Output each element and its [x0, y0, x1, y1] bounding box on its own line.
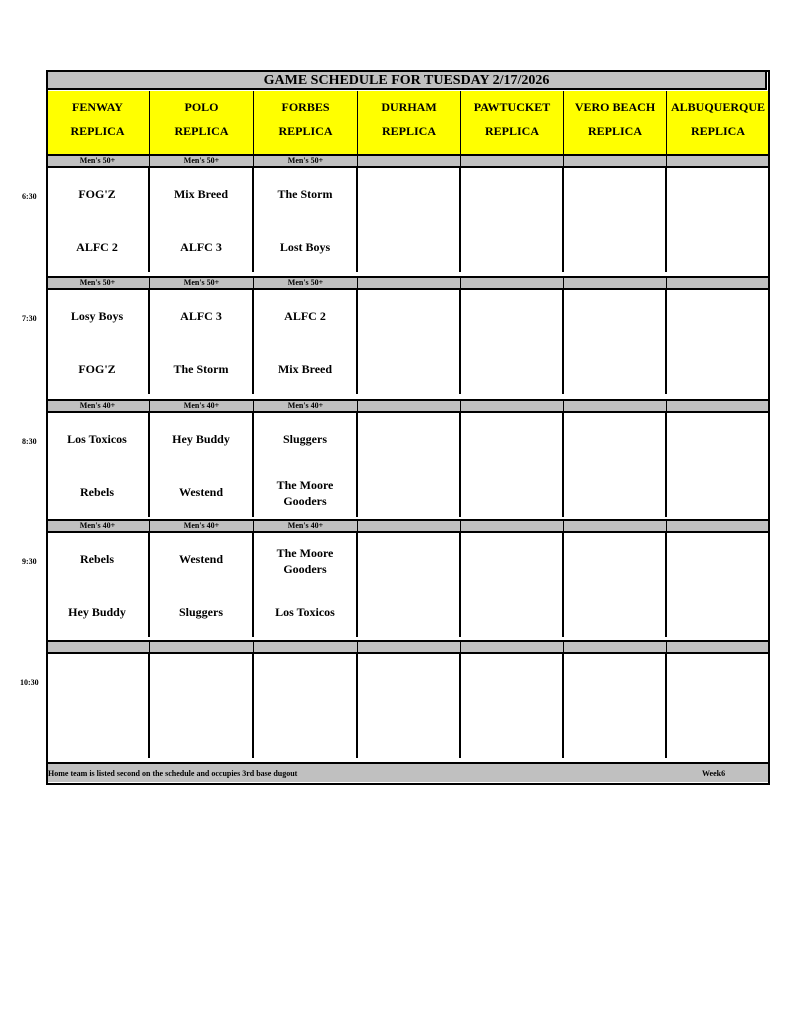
field-name: VERO BEACH — [574, 100, 656, 114]
division-label: Men's 50+ — [150, 156, 254, 166]
game-cell — [461, 533, 564, 637]
division-label — [461, 401, 564, 411]
division-label: Men's 40+ — [150, 521, 254, 531]
division-label — [564, 156, 667, 166]
division-label: Men's 50+ — [254, 156, 358, 166]
division-label: Men's 40+ — [254, 401, 358, 411]
time-slot-row — [46, 290, 770, 394]
game-cell — [667, 290, 770, 394]
field-subtitle: REPLICA — [690, 124, 745, 138]
field-header — [461, 91, 564, 154]
away-team: ALFC 2 — [284, 309, 326, 323]
home-team: ALFC 3 — [180, 240, 222, 254]
field-name: PAWTUCKET — [473, 100, 551, 114]
time-label: 9:30 — [22, 557, 37, 566]
division-label — [564, 278, 667, 288]
game-cell — [254, 290, 358, 394]
away-team: The Storm — [277, 187, 333, 201]
field-subtitle: REPLICA — [70, 124, 125, 138]
division-band — [46, 640, 770, 654]
field-header — [667, 91, 770, 154]
game-cell — [358, 413, 461, 517]
field-subtitle: REPLICA — [484, 124, 539, 138]
home-team: The Moore Gooders — [276, 478, 334, 508]
game-cell — [150, 290, 254, 394]
time-label: 7:30 — [22, 314, 37, 323]
field-header — [150, 91, 254, 154]
division-label — [667, 401, 770, 411]
home-team: Rebels — [80, 485, 114, 499]
time-slot-row — [46, 654, 770, 758]
game-cell — [358, 533, 461, 637]
game-cell — [254, 413, 358, 517]
division-label — [358, 401, 461, 411]
field-subtitle: REPLICA — [381, 124, 436, 138]
field-header — [254, 91, 358, 154]
away-team: ALFC 3 — [180, 309, 222, 323]
footer-note: Home team is listed second on the schedule and occupies 3rd base dugout — [48, 769, 298, 778]
game-cell — [46, 290, 150, 394]
division-label — [564, 401, 667, 411]
game-cell — [564, 533, 667, 637]
home-team: Mix Breed — [277, 362, 333, 376]
game-cell — [358, 654, 461, 758]
game-cell — [667, 168, 770, 272]
division-label — [461, 156, 564, 166]
division-label — [667, 278, 770, 288]
division-label — [150, 642, 254, 652]
home-team: Lost Boys — [279, 240, 331, 254]
game-cell — [461, 168, 564, 272]
division-label — [667, 156, 770, 166]
game-cell — [358, 168, 461, 272]
game-cell — [46, 413, 150, 517]
game-cell — [461, 654, 564, 758]
division-label: Men's 40+ — [46, 401, 150, 411]
game-cell — [254, 533, 358, 637]
division-label: Men's 50+ — [46, 156, 150, 166]
field-header — [564, 91, 667, 154]
away-team: Rebels — [80, 552, 114, 566]
game-cell — [150, 654, 254, 758]
division-label — [358, 278, 461, 288]
field-name: DURHAM — [381, 100, 437, 114]
away-team: Losy Boys — [70, 309, 124, 323]
field-header — [358, 91, 461, 154]
division-label — [667, 521, 770, 531]
game-cell — [564, 413, 667, 517]
game-cell — [564, 654, 667, 758]
away-team: The Moore Gooders — [276, 546, 334, 576]
division-label: Men's 40+ — [46, 521, 150, 531]
game-cell — [461, 413, 564, 517]
home-team: Los Toxicos — [275, 605, 335, 619]
division-label — [358, 156, 461, 166]
division-label — [461, 278, 564, 288]
game-cell — [150, 168, 254, 272]
schedule-sheet — [46, 70, 770, 785]
schedule-footer — [46, 762, 770, 782]
field-name: ALBUQUERQUE — [670, 100, 765, 114]
game-cell — [46, 168, 150, 272]
home-team: Sluggers — [178, 605, 223, 619]
field-subtitle: REPLICA — [278, 124, 333, 138]
division-band — [46, 154, 770, 168]
division-label — [667, 642, 770, 652]
game-cell — [667, 533, 770, 637]
time-slot-row — [46, 168, 770, 272]
game-cell — [150, 413, 254, 517]
game-cell — [46, 533, 150, 637]
home-team: FOG'Z — [78, 362, 116, 376]
away-team: Hey Buddy — [172, 432, 230, 446]
time-slot-row — [46, 533, 770, 637]
game-cell — [254, 168, 358, 272]
division-label — [461, 521, 564, 531]
home-team: Westend — [178, 485, 223, 499]
division-label: Men's 40+ — [150, 401, 254, 411]
field-header — [46, 91, 150, 154]
division-band — [46, 399, 770, 413]
game-cell — [461, 290, 564, 394]
away-team: Mix Breed — [173, 187, 229, 201]
game-cell — [564, 168, 667, 272]
home-team: Hey Buddy — [68, 605, 126, 619]
division-label — [358, 642, 461, 652]
game-cell — [46, 654, 150, 758]
time-slot-row — [46, 413, 770, 517]
game-cell — [564, 290, 667, 394]
home-team: ALFC 2 — [76, 240, 118, 254]
division-label: Men's 50+ — [46, 278, 150, 288]
week-label: Week6 — [702, 769, 726, 778]
field-name: FENWAY — [72, 100, 123, 114]
home-team: The Storm — [173, 362, 229, 376]
field-name: FORBES — [281, 100, 330, 114]
away-team: FOG'Z — [78, 187, 116, 201]
game-cell — [667, 654, 770, 758]
away-team: Sluggers — [282, 432, 327, 446]
division-label: Men's 40+ — [254, 521, 358, 531]
field-subtitle: REPLICA — [174, 124, 229, 138]
field-name: POLO — [184, 100, 219, 114]
division-label — [46, 642, 150, 652]
game-cell — [150, 533, 254, 637]
away-team: Los Toxicos — [67, 432, 127, 446]
game-cell — [358, 290, 461, 394]
game-cell — [254, 654, 358, 758]
time-label: 6:30 — [22, 192, 37, 201]
division-label — [564, 642, 667, 652]
division-label: Men's 50+ — [150, 278, 254, 288]
away-team: Westend — [178, 552, 223, 566]
division-label — [564, 521, 667, 531]
division-label — [254, 642, 358, 652]
division-band — [46, 276, 770, 290]
division-label: Men's 50+ — [254, 278, 358, 288]
game-cell — [667, 413, 770, 517]
division-band — [46, 519, 770, 533]
schedule-title: GAME SCHEDULE FOR TUESDAY 2/17/2026 — [46, 70, 767, 90]
field-subtitle: REPLICA — [587, 124, 642, 138]
division-label — [358, 521, 461, 531]
time-label: 10:30 — [20, 678, 39, 687]
division-label — [461, 642, 564, 652]
time-label: 8:30 — [22, 437, 37, 446]
